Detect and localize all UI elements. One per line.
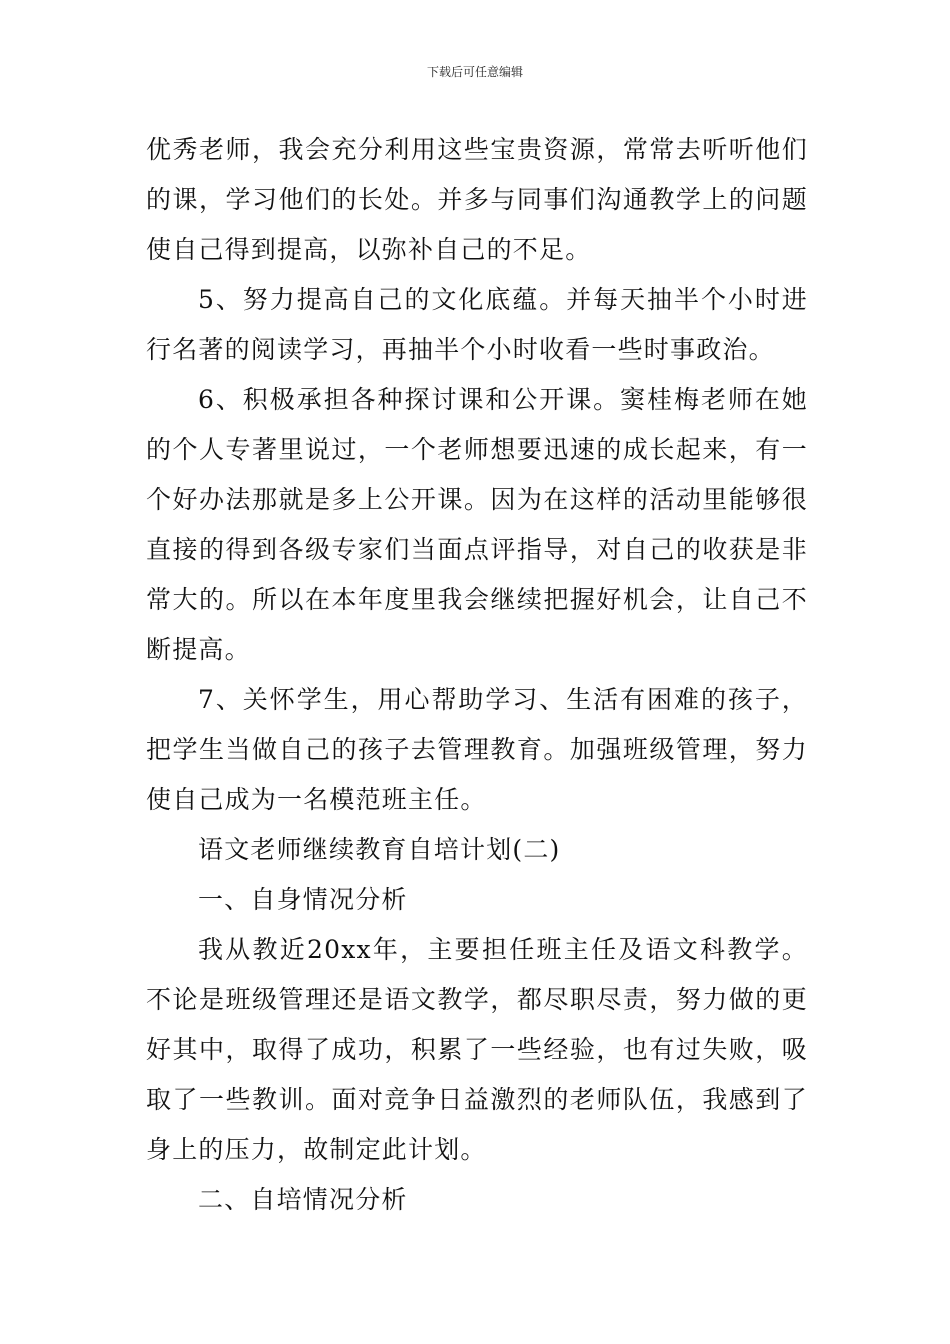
section-title: 语文老师继续教育自培计划(二) — [198, 835, 561, 864]
document-body — [146, 125, 808, 1225]
paragraph-resources: 优秀老师，我会充分利用这些宝贵资源，常常去听听他们的课，学习他们的长处。并多与同事们沟通教学上的问题使自己得到提高，以弥补自己的不足。 — [146, 135, 808, 264]
heading-self-analysis: 一、自身情况分析 — [198, 885, 408, 914]
paragraph-item-6: 6、积极承担各种探讨课和公开课。窦桂梅老师在她的个人专著里说过，一个老师想要迅速的成长起来，有一个好办法那就是多上公开课。因为在这样的活动里能够很直接的得到各级专家们当面点评指导，对自己的收获是非常大的。所以在本年度里我会继续把握好机会，让自己不断提高。 — [146, 385, 808, 664]
heading-training-analysis: 二、自培情况分析 — [198, 1185, 408, 1214]
page-header: 下载后可任意编辑 — [426, 65, 523, 79]
paragraph-item-5: 5、努力提高自己的文化底蕴。并每天抽半个小时进行名著的阅读学习，再抽半个小时收看一些时事政治。 — [146, 285, 808, 364]
paragraph-self-analysis: 我从教近20xx年，主要担任班主任及语文科教学。不论是班级管理还是语文教学，都尽职尽责，努力做的更好其中，取得了成功，积累了一些经验，也有过失败，吸取了一些教训。面对竞争日益激烈的老师队伍，我感到了身上的压力，故制定此计划。 — [146, 935, 808, 1164]
paragraph-item-7: 7、关怀学生，用心帮助学习、生活有困难的孩子，把学生当做自己的孩子去管理教育。加强班级管理，努力使自己成为一名模范班主任。 — [146, 685, 808, 814]
